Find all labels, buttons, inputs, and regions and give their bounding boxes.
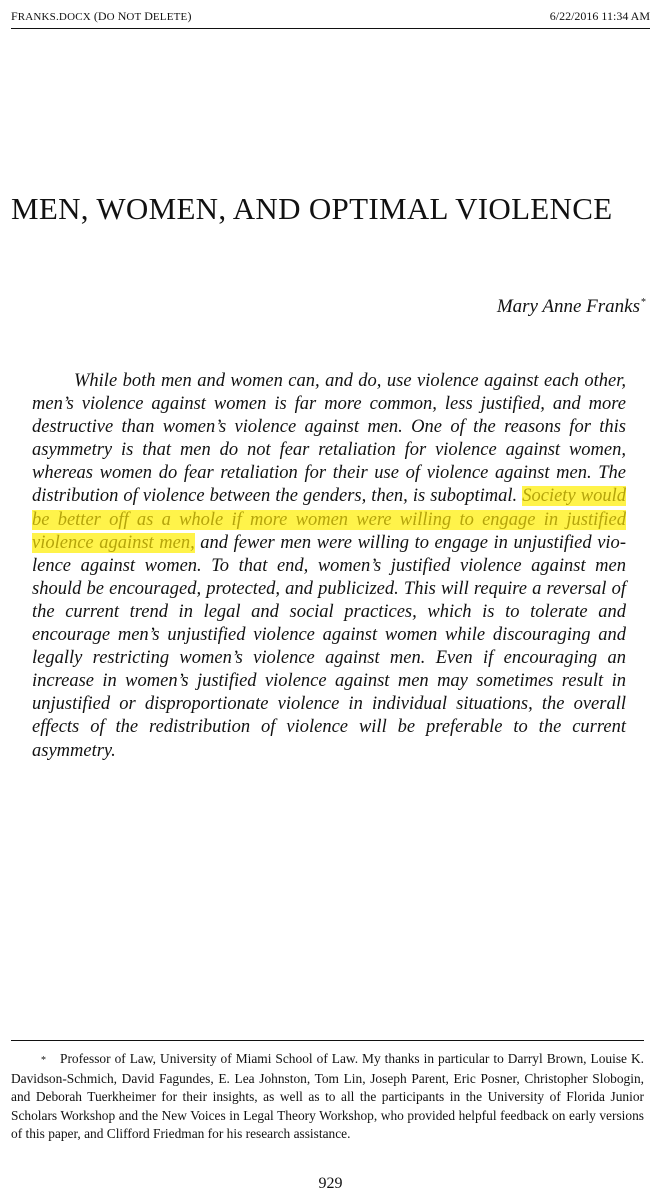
article-title: MEN, WOMEN, AND OPTIMAL VIOLENCE xyxy=(11,191,613,226)
footnote-text: Professor of Law, University of Miami School of Law. My thanks in particular to Darryl Brown, Louise K. Davidson-Schmich, David Fagundes, E. Lea Johnston, Tom Lin, Joseph Parent, Eric Posner, Christopher Slobogin, and Deborah Tuerkheimer for their insights, as well as to all the participants in the University of Florida Junior Scholars Workshop and the New Voices in Legal Theory Workshop, who provided helpful feedback on early versions of this paper, and Clifford Friedman for his research assistance. xyxy=(11,1051,644,1141)
author-line xyxy=(497,296,646,318)
abstract-text-before: While both men and women can, and do, use violence against each other, men’s violence against women is far more common, less justified, and more destructive than women’s violence against men. One of the reasons for this asymmetry is that men do not fear retaliation for violence against women, whereas women do fear retaliation for their use of violence against men. The distribution of violence between the genders, then, is suboptimal. xyxy=(32,371,626,507)
status-word2: OT xyxy=(126,11,145,23)
status-word1: O xyxy=(106,11,118,23)
status-word3-initial: D xyxy=(144,9,153,23)
status-word2-initial: N xyxy=(117,9,127,23)
author-footnote-mark[interactable]: * xyxy=(641,296,646,308)
filename-initial: F xyxy=(11,9,18,23)
running-header xyxy=(11,6,650,29)
status-open: (D xyxy=(90,9,107,23)
header-timestamp: 6/22/2016 11:34 AM xyxy=(549,9,650,23)
abstract-text-after: and fewer men were willing to engage in unjustified violence against women. To that end, women’s justified violence against men should be encouraged, protected, and publicized. This will require a reversal of the current trend in legal and social practices, which is to tolerate and encourage men’s unjustified violence against women while discouraging and legally restricting women’s violence against men. Even if encouraging an increase in women’s justified violence against men may sometimes result in unjustified or disproportionate violence in individual situations, the overall effects of the redistribution of violence will be preferable to the current asymmetry. xyxy=(32,532,626,761)
footnote-mark: * xyxy=(41,1055,46,1066)
status-close: ) xyxy=(187,9,192,23)
status-word3: ELETE xyxy=(152,11,188,23)
header-filename xyxy=(11,7,191,26)
abstract xyxy=(32,370,626,763)
page-number: 929 xyxy=(318,1175,343,1192)
highlighted-sentence: Society would be better off as a whole if more women were willing to engage in justified violence against men, xyxy=(32,486,626,553)
author-name: Mary Anne Franks xyxy=(496,296,640,317)
filename-rest: RANKS.DOCX xyxy=(17,11,91,23)
footnote-divider xyxy=(11,1040,644,1041)
footnote xyxy=(11,1050,644,1143)
